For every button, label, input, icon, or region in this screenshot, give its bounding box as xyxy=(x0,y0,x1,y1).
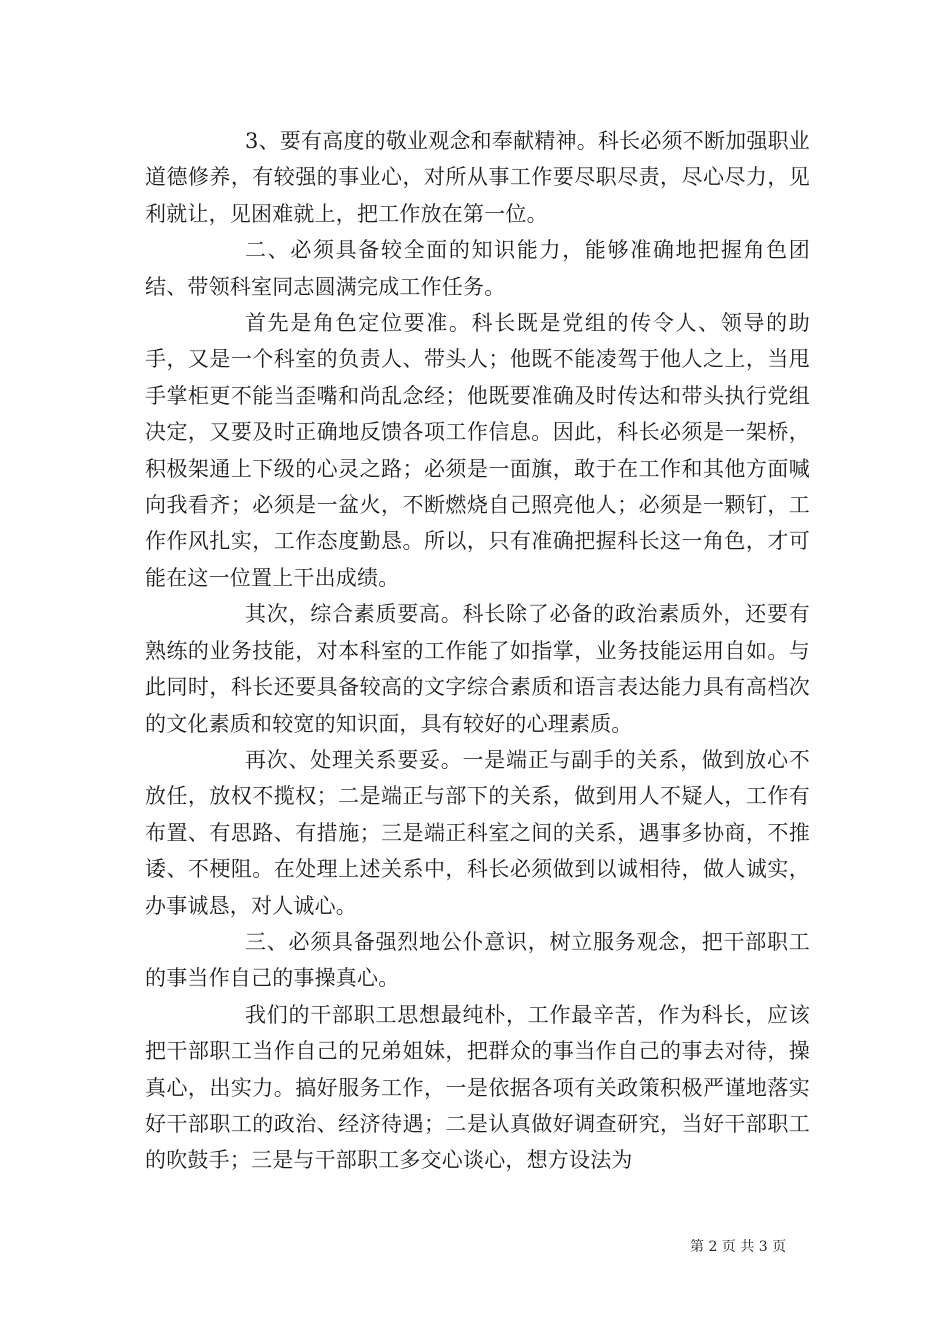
paragraph-dedication: 3、要有高度的敬业观念和奉献精神。科长必须不断加强职业道德修养，有较强的事业心，对所从事工作要尽职尽责，尽心尽力，见利就让，见困难就上，把工作放在第一位。 xyxy=(145,129,810,226)
paragraph-section-three-heading: 三、必须具备强烈地公仆意识，树立服务观念，把干部职工的事当作自己的事操真心。 xyxy=(145,929,810,991)
paragraph-relationships: 再次、处理关系要妥。一是端正与副手的关系，做到放心不放任，放权不揽权；二是端正与部下的关系，做到用人不疑人，工作有布置、有思路、有措施；三是端正科室之间的关系，遇事多协商，不推诿、不梗阻。在处理上述关系中，科长必须做到以诚相待，做人诚实，办事诚恳，对人诚心。 xyxy=(145,747,810,918)
paragraph-section-two-heading: 二、必须具备较全面的知识能力，能够准确地把握角色团结、带领科室同志圆满完成工作任务。 xyxy=(145,238,810,299)
paragraph-role-positioning: 首先是角色定位要准。科长既是党组的传令人、领导的助手，又是一个科室的负责人、带头人；他既不能凌驾于他人之上，当甩手掌柜更不能当歪嘴和尚乱念经；他既要准确及时传达和带头执行党组决定，又要及时正确地反馈各项工作信息。因此，科长必须是一架桥，积极架通上下级的心灵之路；必须是一面旗，敢于在工作和其他方面喊向我看齐；必须是一盆火，不断燃烧自己照亮他人；必须是一颗钉，工作作风扎实，工作态度勤恳。所以，只有准确把握科长这一角色，才可能在这一位置上干出成绩。 xyxy=(145,311,810,590)
paragraph-overall-quality: 其次，综合素质要高。科长除了必备的政治素质外，还要有熟练的业务技能，对本科室的工作能了如指掌，业务技能运用自如。与此同时，科长还要具备较高的文字综合素质和语言表达能力具有高档次的文化素质和较宽的知识面，具有较好的心理素质。 xyxy=(145,602,810,736)
page-number-footer: 第 2 页 共 3 页 xyxy=(690,1239,787,1255)
document-body xyxy=(145,123,810,1179)
paragraph-service: 我们的干部职工思想最纯朴，工作最辛苦，作为科长，应该把干部职工当作自己的兄弟姐妹，把群众的事当作自己的事去对待，操真心，出实力。搞好服务工作，一是依据各项有关政策积极严谨地落实好干部职工的政治、经济待遇；二是认真做好调查研究，当好干部职工的吹鼓手；三是与干部职工多交心谈心，想方设法为 xyxy=(145,1002,810,1173)
